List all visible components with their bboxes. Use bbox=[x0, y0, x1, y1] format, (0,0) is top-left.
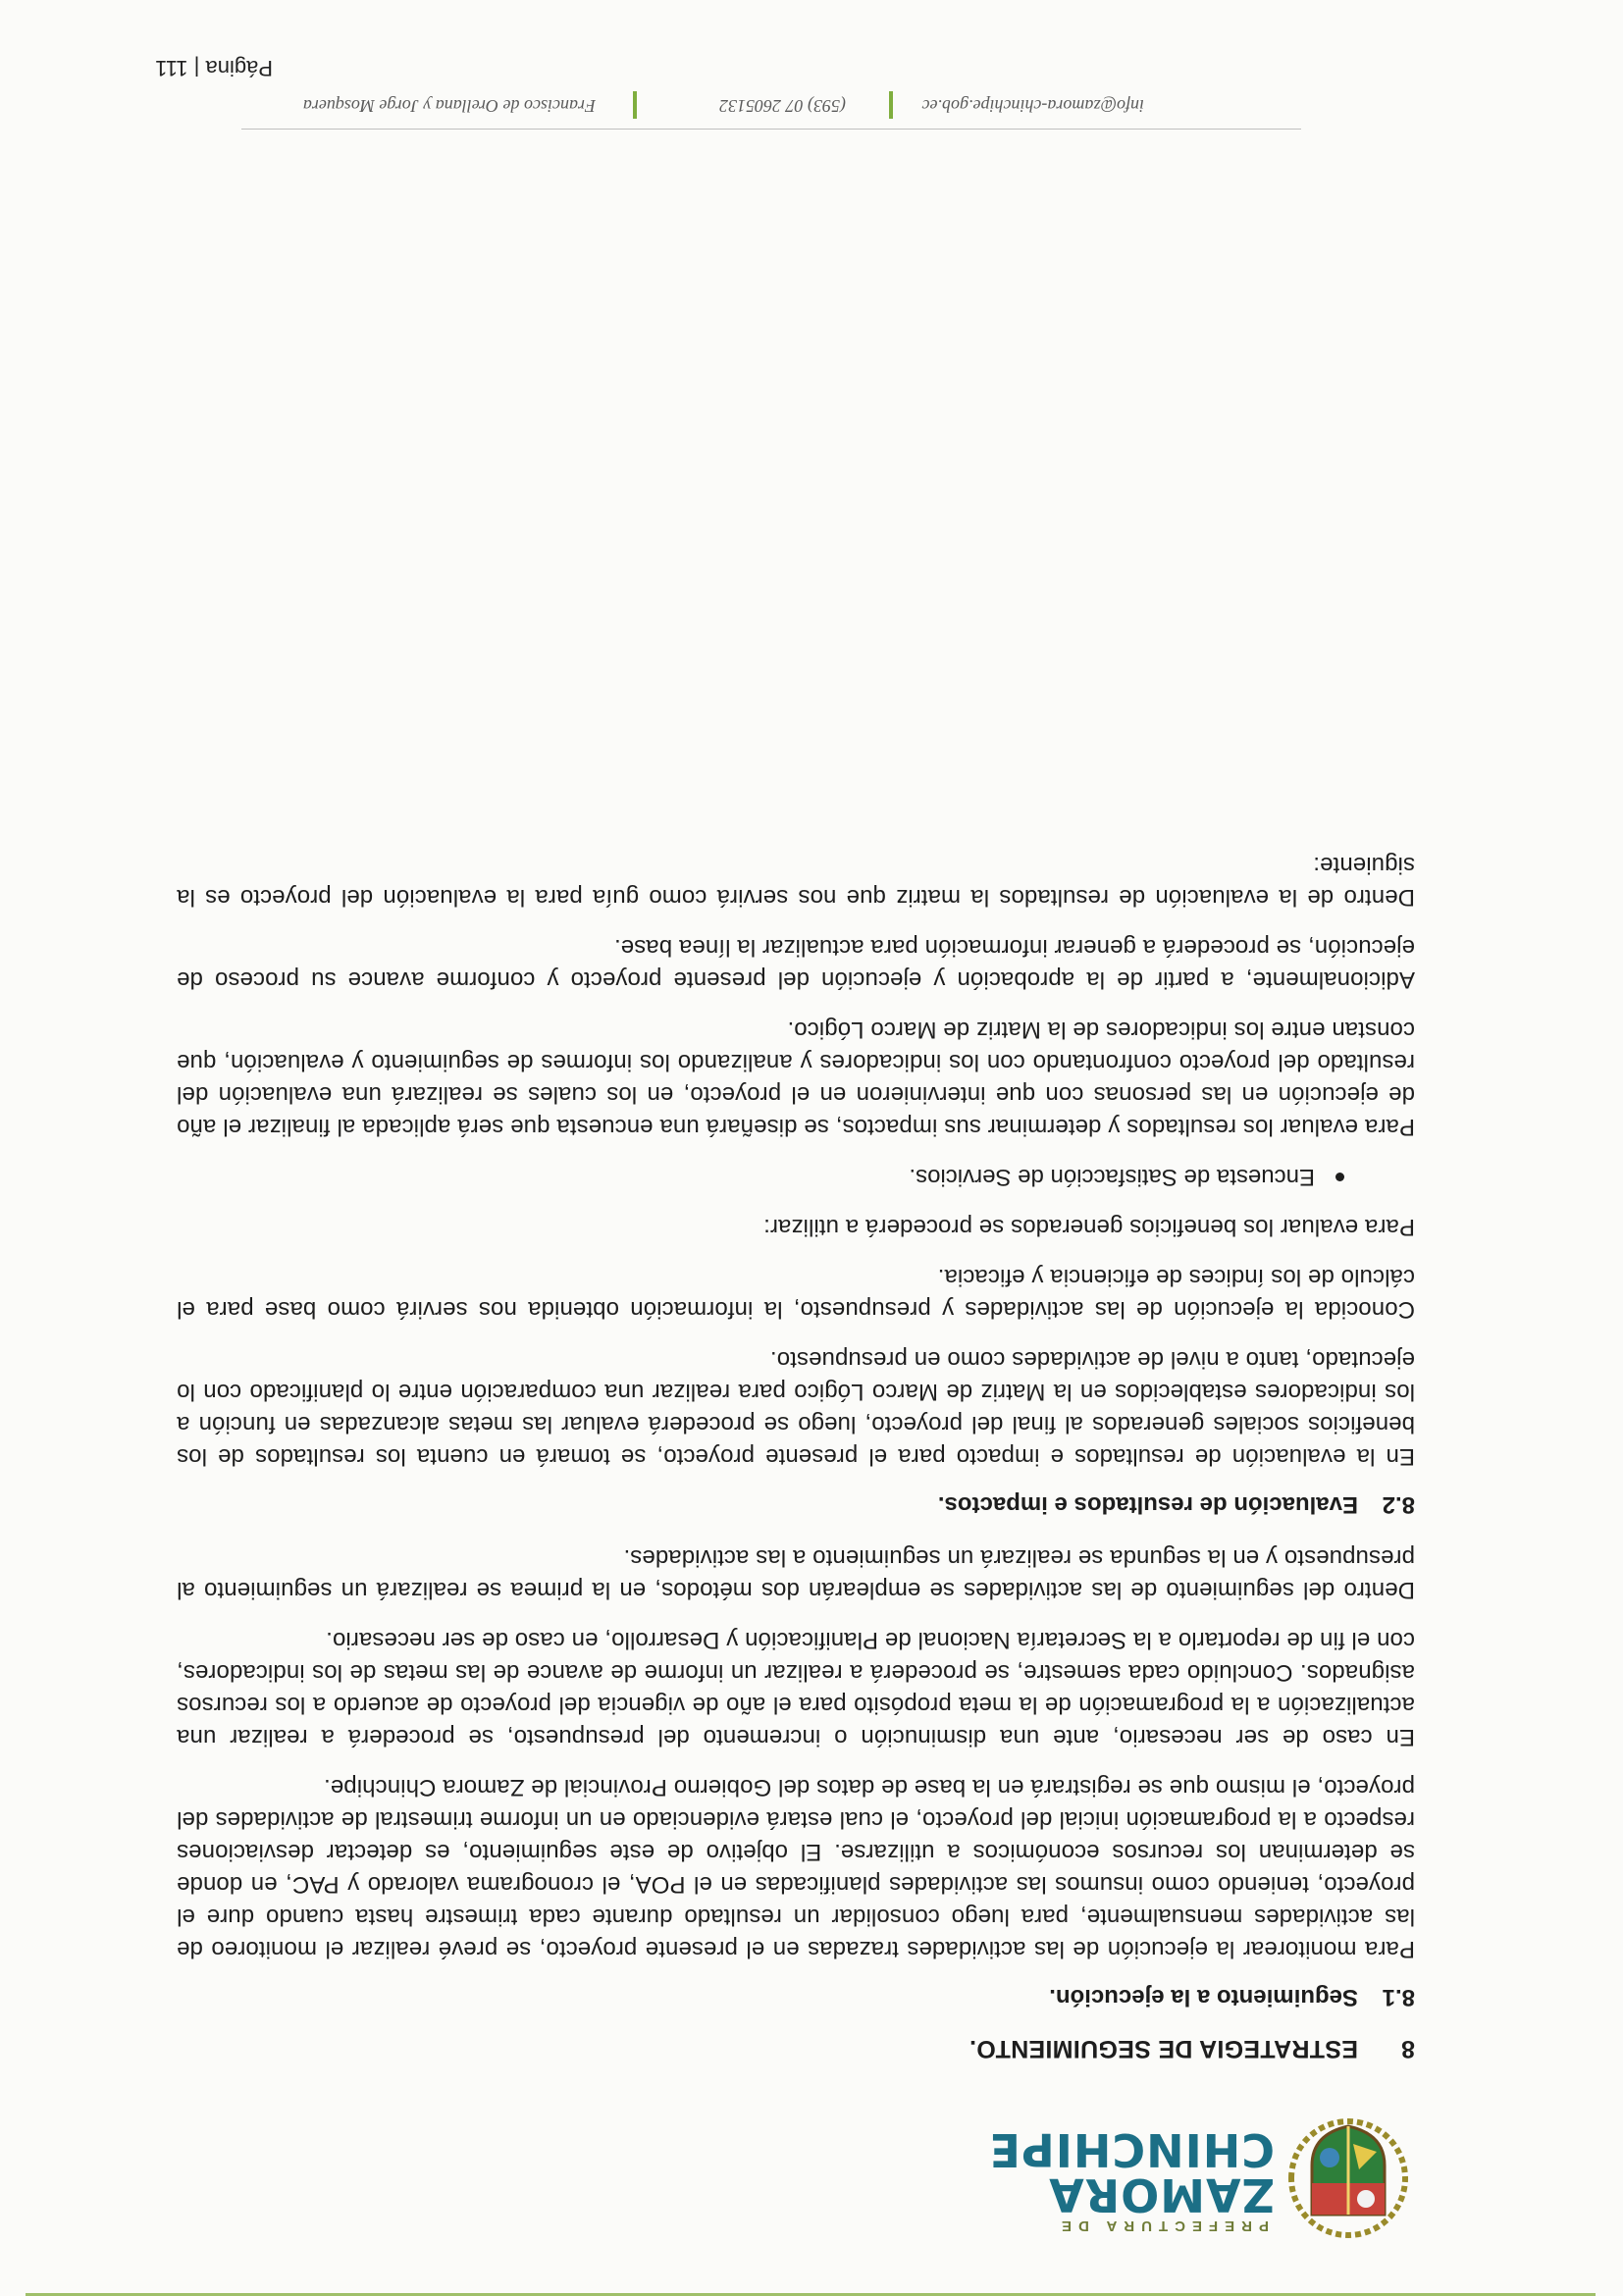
subsection-number: 8.2 bbox=[1382, 1491, 1415, 1518]
subsection-number: 8.1 bbox=[1382, 1984, 1415, 2010]
coat-of-arms-icon bbox=[1284, 2114, 1412, 2242]
footer-email: info@zamora-chinchipe.gob.ec bbox=[921, 96, 1144, 116]
footer-rule bbox=[241, 129, 1301, 130]
subsection-title: Evaluación de resultados e impactos. bbox=[937, 1491, 1358, 1518]
footer-phone: (593) 07 2605132 bbox=[719, 96, 846, 116]
paragraph: En caso de ser necesario, ante una disminución o incremento del presupuesto, se procederá a realizar una actualización a la programación de la meta propósito para el año de vigencia del proyecto de acuerdo a los recursos asignados. Concluido cada semestre, se procederá a realizar un informe de avance de las metas de los indicadores, con el fin de reportarlo a la Secretaría Nacional de Planificación y Desarrollo, en caso de ser necesario. bbox=[177, 1627, 1415, 1750]
subsection-title: Seguimiento a la ejecución. bbox=[1049, 1984, 1358, 2010]
paragraph: Dentro del seguimiento de las actividades se emplearán dos métodos, en la primea se realizará un seguimiento al presupuesto y en la segunda se realizará un seguimiento a las actividades. bbox=[177, 1544, 1415, 1603]
paragraph: Adicionalmente, a partir de la aprobación y ejecución del presente proyecto y conforme avance su proceso de ejecución, se procederá a generar información para actualizar la línea base. bbox=[177, 934, 1415, 993]
footer-separator bbox=[889, 91, 893, 119]
section-heading bbox=[177, 2034, 1415, 2062]
logo-prefix: PREFECTURA DE bbox=[1055, 2218, 1269, 2234]
subsection-heading-8-2 bbox=[177, 1490, 1415, 1518]
logo-wordmark bbox=[988, 2123, 1275, 2234]
paragraph: En la evaluación de resultados e impacto para el presente proyecto, se tomará en cuenta los resultados de los beneficios sociales generados al final del proyecto, luego se procederá evaluar las metas alcanzadas en función a los indicadores establecidos en la Matriz de Marco Lógico para realizar una comparación entre lo planificado con lo ejecutado, tanto a nivel de actividades como en presupuesto. bbox=[177, 1346, 1415, 1470]
bullet-icon bbox=[1335, 1173, 1344, 1181]
logo-line2: CHINCHIPE bbox=[988, 2123, 1275, 2176]
paragraph: Para evaluar los beneficios generados se procederá a utilizar: bbox=[763, 1214, 1415, 1240]
paragraph: Conocida la ejecución de las actividades y presupuesto, la información obtenida nos servirá como base para el cálculo de los índices de eficiencia y eficacia. bbox=[177, 1264, 1415, 1323]
page-footer bbox=[0, 39, 1623, 137]
footer-address: Francisco de Orellana y Jorge Mosquera bbox=[302, 96, 596, 116]
prefectura-logo bbox=[988, 2114, 1412, 2242]
subsection-heading-8-1 bbox=[177, 1983, 1415, 2010]
list-item-text: Encuesta de Satisfacción de Servicios. bbox=[909, 1164, 1315, 1190]
footer-separator bbox=[633, 91, 637, 119]
section-number: 8 bbox=[1400, 2035, 1415, 2062]
logo-line1: ZAMORA bbox=[1048, 2168, 1275, 2221]
document-body bbox=[177, 831, 1415, 2062]
paragraph: Dentro de la evaluación de resultados la matriz que nos servirá como guía para la evaluación del proyecto es la siguiente: bbox=[177, 852, 1415, 911]
section-title: ESTRATEGIA DE SEGUIMIENTO. bbox=[969, 2035, 1358, 2062]
list-item bbox=[177, 1161, 1315, 1193]
paragraph: Para evaluar los resultados y determinar sus impactos, se diseñará una encuesta que será aplicada al finalizar el año de ejecución en las personas con que intervinieron en el proyecto, en los cuales se realizará una evaluación del resultado del proyecto confrontando con los indicadores y analizando los informes de seguimiento y evaluación, que constan entre los indicadores de la Matriz de Marco Lógico. bbox=[177, 1017, 1415, 1140]
page-number: Página | 111 bbox=[155, 56, 273, 80]
paragraph: Para monitorear la ejecución de las actividades trazadas en el presente proyecto, se prevé realizar el monitoreo de las actividades mensualmente, para luego consolidar un resultado durante cada trimestre hasta cuando dure el proyecto, teniendo como insumos las actividades planificadas en el POA, el cronograma valorado y PAC, en donde se determinan los recursos económicos a utilizarse. El objetivo de este seguimiento, es detectar desviaciones respecto a la programación inicial del proyecto, el cual estará evidenciado en un informe trimestral de actividades del proyecto, el mismo que se registrará en la base de datos del Gobierno Provincial de Zamora Chinchipe. bbox=[177, 1774, 1415, 1962]
